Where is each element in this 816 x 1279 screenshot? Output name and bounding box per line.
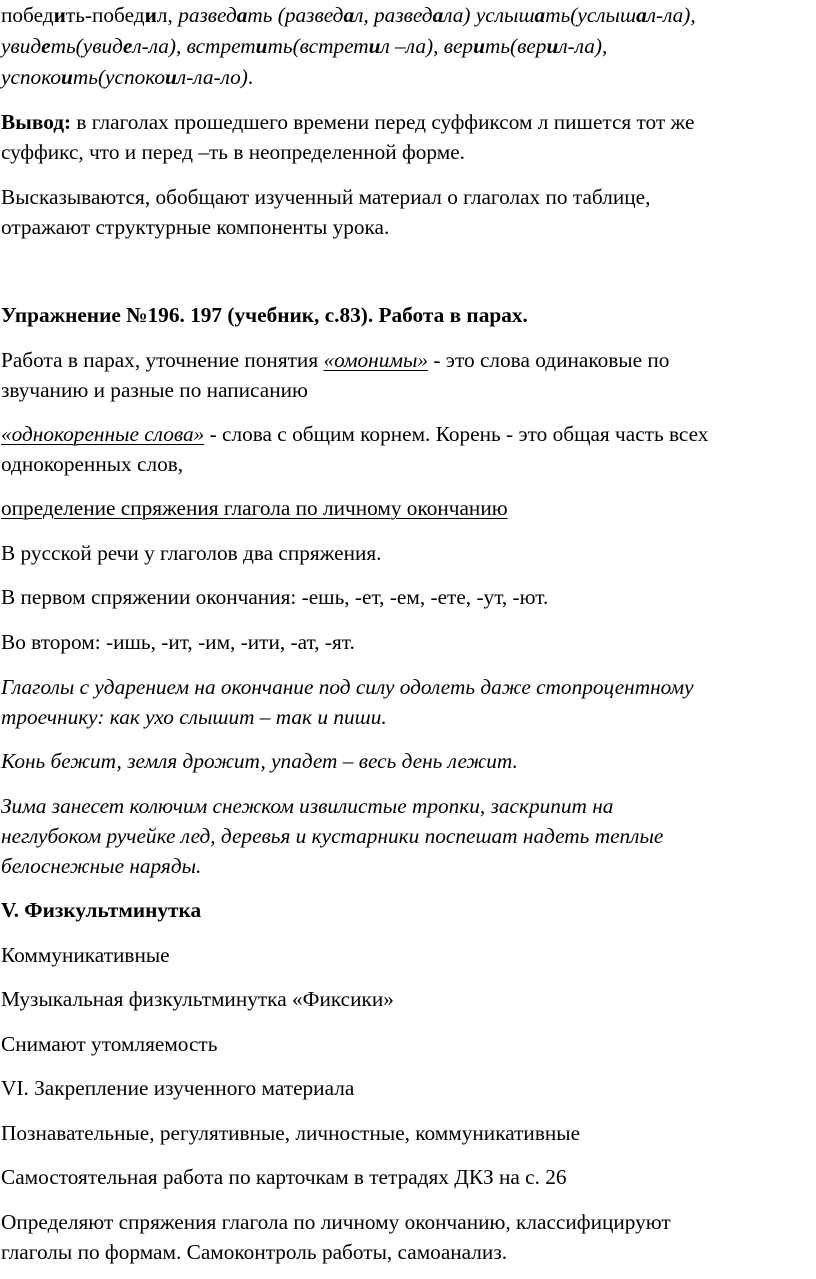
cognates-line-1 bbox=[1, 419, 816, 449]
text-run: ла) услыш bbox=[443, 3, 535, 27]
verb-examples-line-2 bbox=[1, 31, 816, 61]
text-run: л-ла), bbox=[558, 34, 608, 58]
text-run: - это слова одинаковые по bbox=[428, 348, 670, 372]
text-run: л, развед bbox=[354, 3, 433, 27]
text-run: развед bbox=[178, 3, 237, 27]
conclusion-label: Вывод: bbox=[1, 110, 72, 134]
text-run: л-ла), встрет bbox=[132, 34, 256, 58]
term-cognates: «однокоренные слова» bbox=[1, 422, 205, 446]
first-conjugation: В первом спряжении окончания: -ешь, -ет, -ем, -ете, -ут, -ют. bbox=[1, 585, 549, 609]
text-run: ть(услыш bbox=[545, 3, 637, 27]
section-6-heading: VI. Закрепление изученного материала bbox=[1, 1076, 355, 1100]
text-run: ть(встрет bbox=[267, 34, 369, 58]
two-conjugations: В русской речи у глаголов два спряжения. bbox=[1, 541, 382, 565]
stressed-vowel: а bbox=[534, 3, 546, 27]
communicative: Коммуникативные bbox=[1, 943, 170, 967]
stressed-vowel: и bbox=[144, 3, 157, 27]
text-run: ть(вер bbox=[484, 34, 547, 58]
stressed-vowel: и bbox=[53, 3, 66, 27]
stressed-vowel: а bbox=[432, 3, 444, 27]
stressed-vowel: а bbox=[636, 3, 647, 27]
stressed-vowel: а bbox=[236, 3, 248, 27]
text-run: ть(увид bbox=[50, 34, 123, 58]
summary-line-1: Высказываются, обобщают изученный материал о глаголах по таблице, bbox=[1, 185, 651, 209]
homonyms-line-1 bbox=[1, 345, 816, 375]
conjugation-definition: определение спряжения глагола по личному окончанию bbox=[1, 496, 508, 520]
final-line-2: глаголы по формам. Самоконтроль работы, самоанализ. bbox=[1, 1240, 508, 1264]
text-run: л –ла), вер bbox=[380, 34, 474, 58]
independent-work: Самостоятельная работа по карточкам в тетрадях ДКЗ на с. 26 bbox=[1, 1165, 567, 1189]
fatigue: Снимают утомляемость bbox=[1, 1032, 218, 1056]
winter-line-2: неглубоком ручейке лед, деревья и кустарники поспешат надеть теплые bbox=[1, 824, 664, 848]
text-run: увид bbox=[1, 34, 42, 58]
stress-rule-line-1: Глаголы с ударением на окончание под силу одолеть даже стопроцентному bbox=[1, 675, 694, 699]
homonyms-line-2: звучанию и разные по написанию bbox=[1, 378, 308, 402]
stressed-vowel: а bbox=[343, 3, 355, 27]
winter-line-3: белоснежные наряды. bbox=[1, 854, 202, 878]
text-run: Работа в парах, уточнение понятия bbox=[1, 348, 324, 372]
stressed-vowel: и bbox=[165, 65, 177, 89]
stressed-vowel: е bbox=[122, 34, 133, 58]
conclusion-text: в глаголах прошедшего времени перед суффиксом л пишется тот же bbox=[71, 110, 695, 134]
music-break: Музыкальная физкультминутка «Фиксики» bbox=[1, 987, 394, 1011]
stressed-vowel: и bbox=[368, 34, 381, 58]
stressed-vowel: и bbox=[61, 65, 73, 89]
text-run: ть(успоко bbox=[72, 65, 166, 89]
proverb: Конь бежит, земля дрожит, упадет – весь день лежит. bbox=[1, 749, 518, 773]
stressed-vowel: и bbox=[546, 34, 559, 58]
stressed-vowel: и bbox=[473, 34, 485, 58]
conclusion-line-1 bbox=[1, 107, 816, 137]
text-run: л, bbox=[156, 3, 179, 27]
second-conjugation: Во втором: -ишь, -ит, -им, -ити, -ат, -ят. bbox=[1, 630, 355, 654]
winter-line-1: Зима занесет колючим снежком извилистые тропки, заскрипит на bbox=[1, 794, 614, 818]
verb-examples-line-1 bbox=[1, 0, 816, 30]
section-5-heading: V. Физкультминутка bbox=[1, 898, 202, 922]
summary-line-2: отражают структурные компоненты урока. bbox=[1, 215, 390, 239]
stressed-vowel: е bbox=[41, 34, 51, 58]
text-run: л-ла-ло) bbox=[176, 65, 248, 89]
text-run: ть-побед bbox=[65, 3, 145, 27]
exercise-heading: Упражнение №196. 197 (учебник, с.83). Работа в парах. bbox=[1, 303, 528, 327]
verb-examples-line-3 bbox=[1, 62, 816, 92]
cognates-line-2: однокоренных слов, bbox=[1, 452, 184, 476]
text-run: побед bbox=[1, 3, 54, 27]
text-run: л-ла), bbox=[646, 3, 696, 27]
final-line-1: Определяют спряжения глагола по личному окончанию, классифицируют bbox=[1, 1210, 671, 1234]
stress-rule-line-2: троечнику: как ухо слышит – так и пиши. bbox=[1, 705, 387, 729]
skills: Познавательные, регулятивные, личностные, коммуникативные bbox=[1, 1121, 581, 1145]
text-run: успоко bbox=[1, 65, 62, 89]
text-run: - слова с общим корнем. Корень - это общая часть всех bbox=[204, 422, 709, 446]
term-homonyms: «омонимы» bbox=[323, 348, 429, 372]
text-run: . bbox=[247, 65, 254, 89]
text-run: ть (развед bbox=[247, 3, 344, 27]
stressed-vowel: и bbox=[255, 34, 268, 58]
conclusion-line-2: суффикс, что и перед –ть в неопределенной форме. bbox=[1, 140, 465, 164]
